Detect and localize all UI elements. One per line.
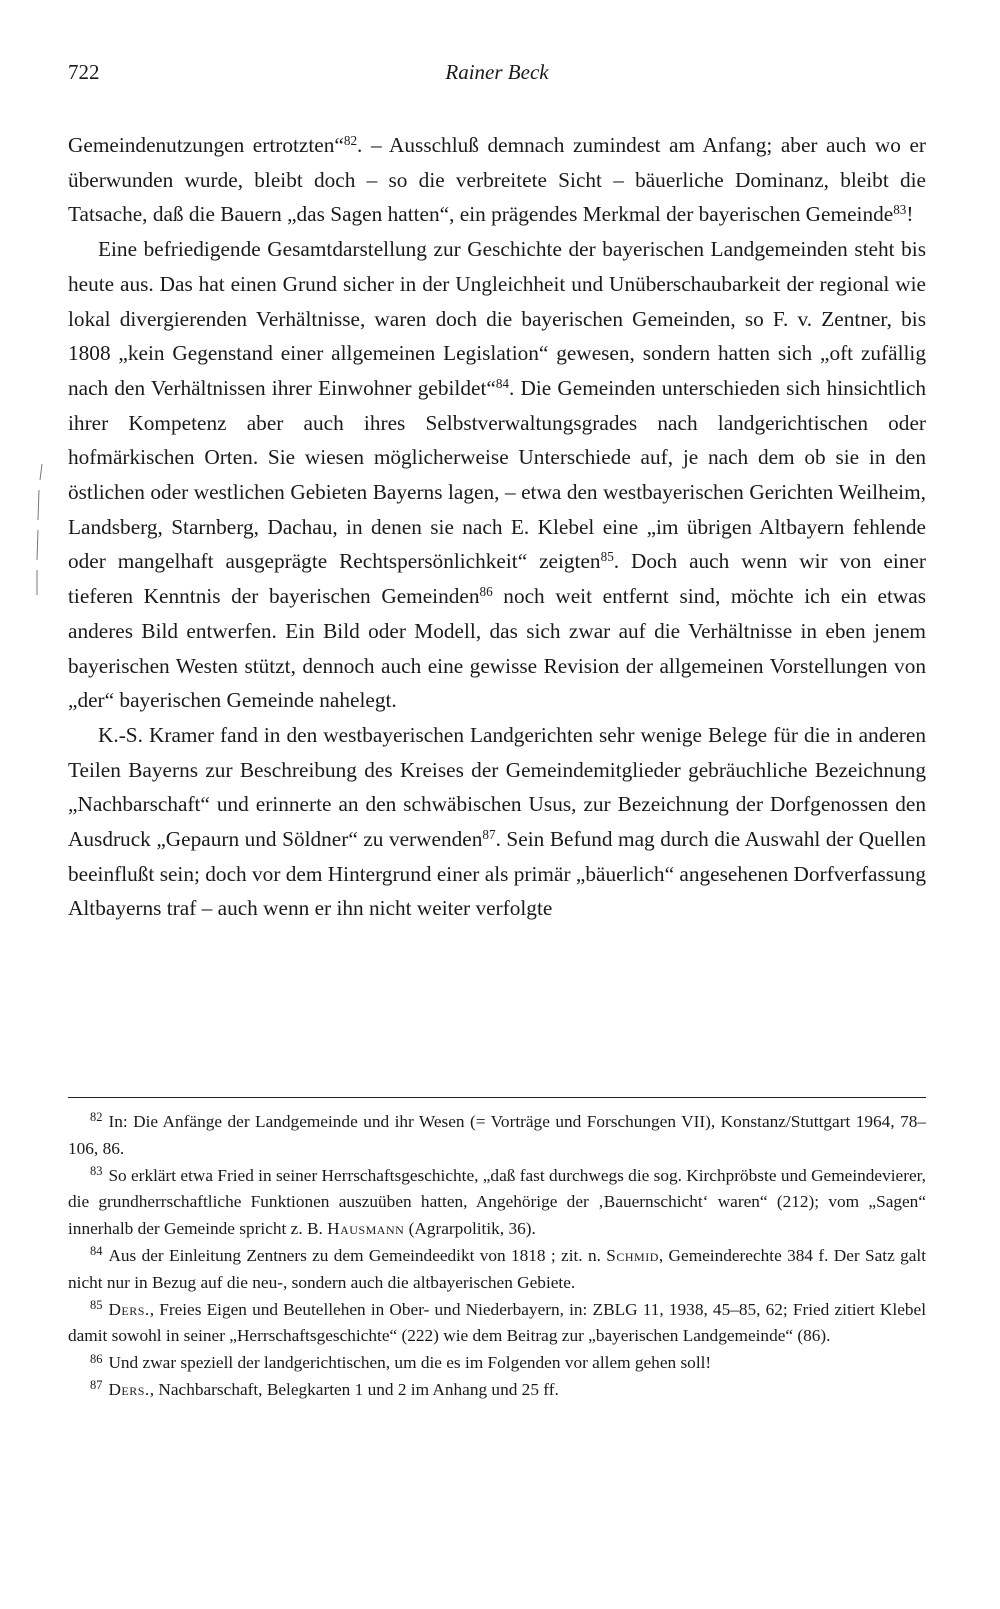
footnote-number: 86 (90, 1351, 103, 1366)
footnote-number: 82 (90, 1110, 103, 1125)
footnote-ref-86[interactable]: 86 (479, 583, 493, 599)
main-text (68, 128, 926, 926)
author-name: Ders. (108, 1299, 150, 1319)
paragraph-3: K.-S. Kramer fand in den westbayerischen Landgerichten sehr wenige Belege für die in anderen Teilen Bayerns zur Beschreibung des Kreises der Gemeindemitglieder gebräuchliche Bezeichnung „Nachbarschaft“ und erinnerte an den schwäbischen Usus, zur Bezeichnung der Dorfgenossen den Ausdruck „Gepaurn und Söldner“ zu verwenden$^{87}$. Sein Befund mag durch die Auswahl der Quellen beeinflußt sein; doch vor dem Hintergrund einer als primär „bäuerlich“ angesehenen Dorfverfassung Altbayerns traf – auch wenn er ihn nicht weiter verfolgte (68, 722, 926, 921)
page-number: 722 (68, 60, 100, 84)
footnote-number: 85 (90, 1297, 103, 1312)
paragraph-1: Gemeindenutzungen ertrotzten“$^{82}$. – Ausschluß demnach zumindest am Anfang; aber auch wo er überwunden wurde, bleibt doch – so die verbreitete Sicht – bäuerliche Dominanz, bleibt die Tatsache, daß die Bauern „das Sagen hatten“, ein prägendes Merkmal der bayerischen Gemeinde$^{83}$! (68, 132, 926, 227)
footnote-number: 87 (90, 1378, 103, 1393)
footnote-number: 83 (90, 1164, 103, 1178)
footnote-number: 84 (90, 1244, 103, 1259)
footnotes (68, 1109, 926, 1404)
footnote-87: $^{87}$ Ders., Nachbarschaft, Belegkarten 1 und 2 im Anhang und 25 ff. (90, 1378, 559, 1399)
footnote-ref-82[interactable]: 82 (343, 132, 358, 148)
footnote-ref-84[interactable]: 84 (495, 375, 509, 391)
running-head: Rainer Beck (445, 60, 549, 84)
footnote-85: $^{85}$ Ders., Freies Eigen und Beutellehen in Ober- und Niederbayern, in: ZBLG 11, 1938, 45–85, 62; Fried zitiert Klebel damit sowohl in seiner „Herrschaftsgeschichte“ (222) wie dem Beitrag zur „bayerischen Landgemeinde“ (86). (68, 1297, 926, 1346)
author-name: Hausmann (327, 1219, 405, 1239)
footnote-ref-85[interactable]: 85 (600, 549, 614, 565)
footnote-separator (68, 1097, 926, 1098)
footnote-ref-87[interactable]: 87 (482, 826, 496, 842)
pencil-margin-mark (34, 460, 46, 600)
paragraph-2: Eine befriedigende Gesamtdarstellung zur Geschichte der bayerischen Landgemeinden steht bis heute aus. Das hat einen Grund sicher in der Ungleichheit und Unüberschaubarkeit der regional wie lokal divergierenden Verhältnisse, waren doch die bayerischen Gemeinden, so F. v. Zentner, bis 1808 „kein Gegenstand einer allgemeinen Legislation“ gewesen, sondern hatten sich „oft zufällig nach den Verhältnissen ihrer Einwohner gebildet“$^{84}$. Die Gemeinden unterschieden sich hinsichtlich ihrer Kompetenz aber auch ihres Selbstverwaltungsgrades nach landgerichtischen oder hofmärkischen Orten. Sie wiesen möglicherweise Unterschiede auf, je nach dem ob sie in den östlichen oder westlichen Gebieten Bayerns lagen, – etwa den westbayerischen Gerichten Weilheim, Landsberg, Starnberg, Dachau, in denen sie nach E. Klebel eine „im übrigen Altbayern fehlende oder mangelhaft ausgeprägte Rechtspersönlichkeit“ zeigten$^{85}$. Doch auch wenn wir von einer tieferen Kenntnis der bayerischen Gemeinden$^{86}$ noch weit entfernt sind, möchte ich ein etwas anderes Bild entwerfen. Ein Bild oder Modell, das sich zwar auf die Verhältnisse in eben jenem bayerischen Westen stützt, dennoch auch eine gewisse Revision der allgemeinen Vorstellungen von „der“ bayerischen Gemeinde nahelegt. (68, 237, 926, 713)
footnote-84: $^{84}$ Aus der Einleitung Zentners zu dem Gemeindeedikt von 1818 ; zit. n. Schmid, Gemeinderechte 384 f. Der Satz galt nicht nur in Bezug auf die neu-, sondern auch die altbayerischen Gebiete. (68, 1244, 926, 1292)
page-header (68, 60, 926, 90)
author-name: Ders. (108, 1379, 150, 1399)
footnote-83: $^{83}$ So erklärt etwa Fried in seiner Herrschaftsgeschichte, „daß fast durchwegs die sog. Kirchpröbste und Gemeindevierer, die grundherrschaftliche Funktionen auszuüben hatten, Angehörige der ‚Bauernschicht‘ waren“ (212); vom „Sagen“ innerhalb der Gemeinde spricht z. B. Hausmann (Agrarpolitik, 36). (68, 1164, 926, 1239)
footnote-ref-83[interactable]: 83 (893, 202, 907, 218)
author-name: Schmid (606, 1245, 659, 1265)
footnote-82: $^{82}$ In: Die Anfänge der Landgemeinde und ihr Wesen (= Vorträge und Forschungen VII), Konstanz/Stuttgart 1964, 78–106, 86. (68, 1110, 926, 1158)
book-page (68, 0, 926, 1609)
footnote-86: $^{86}$ Und zwar speziell der landgerichtischen, um die es im Folgenden vor allem gehen soll! (90, 1351, 712, 1373)
